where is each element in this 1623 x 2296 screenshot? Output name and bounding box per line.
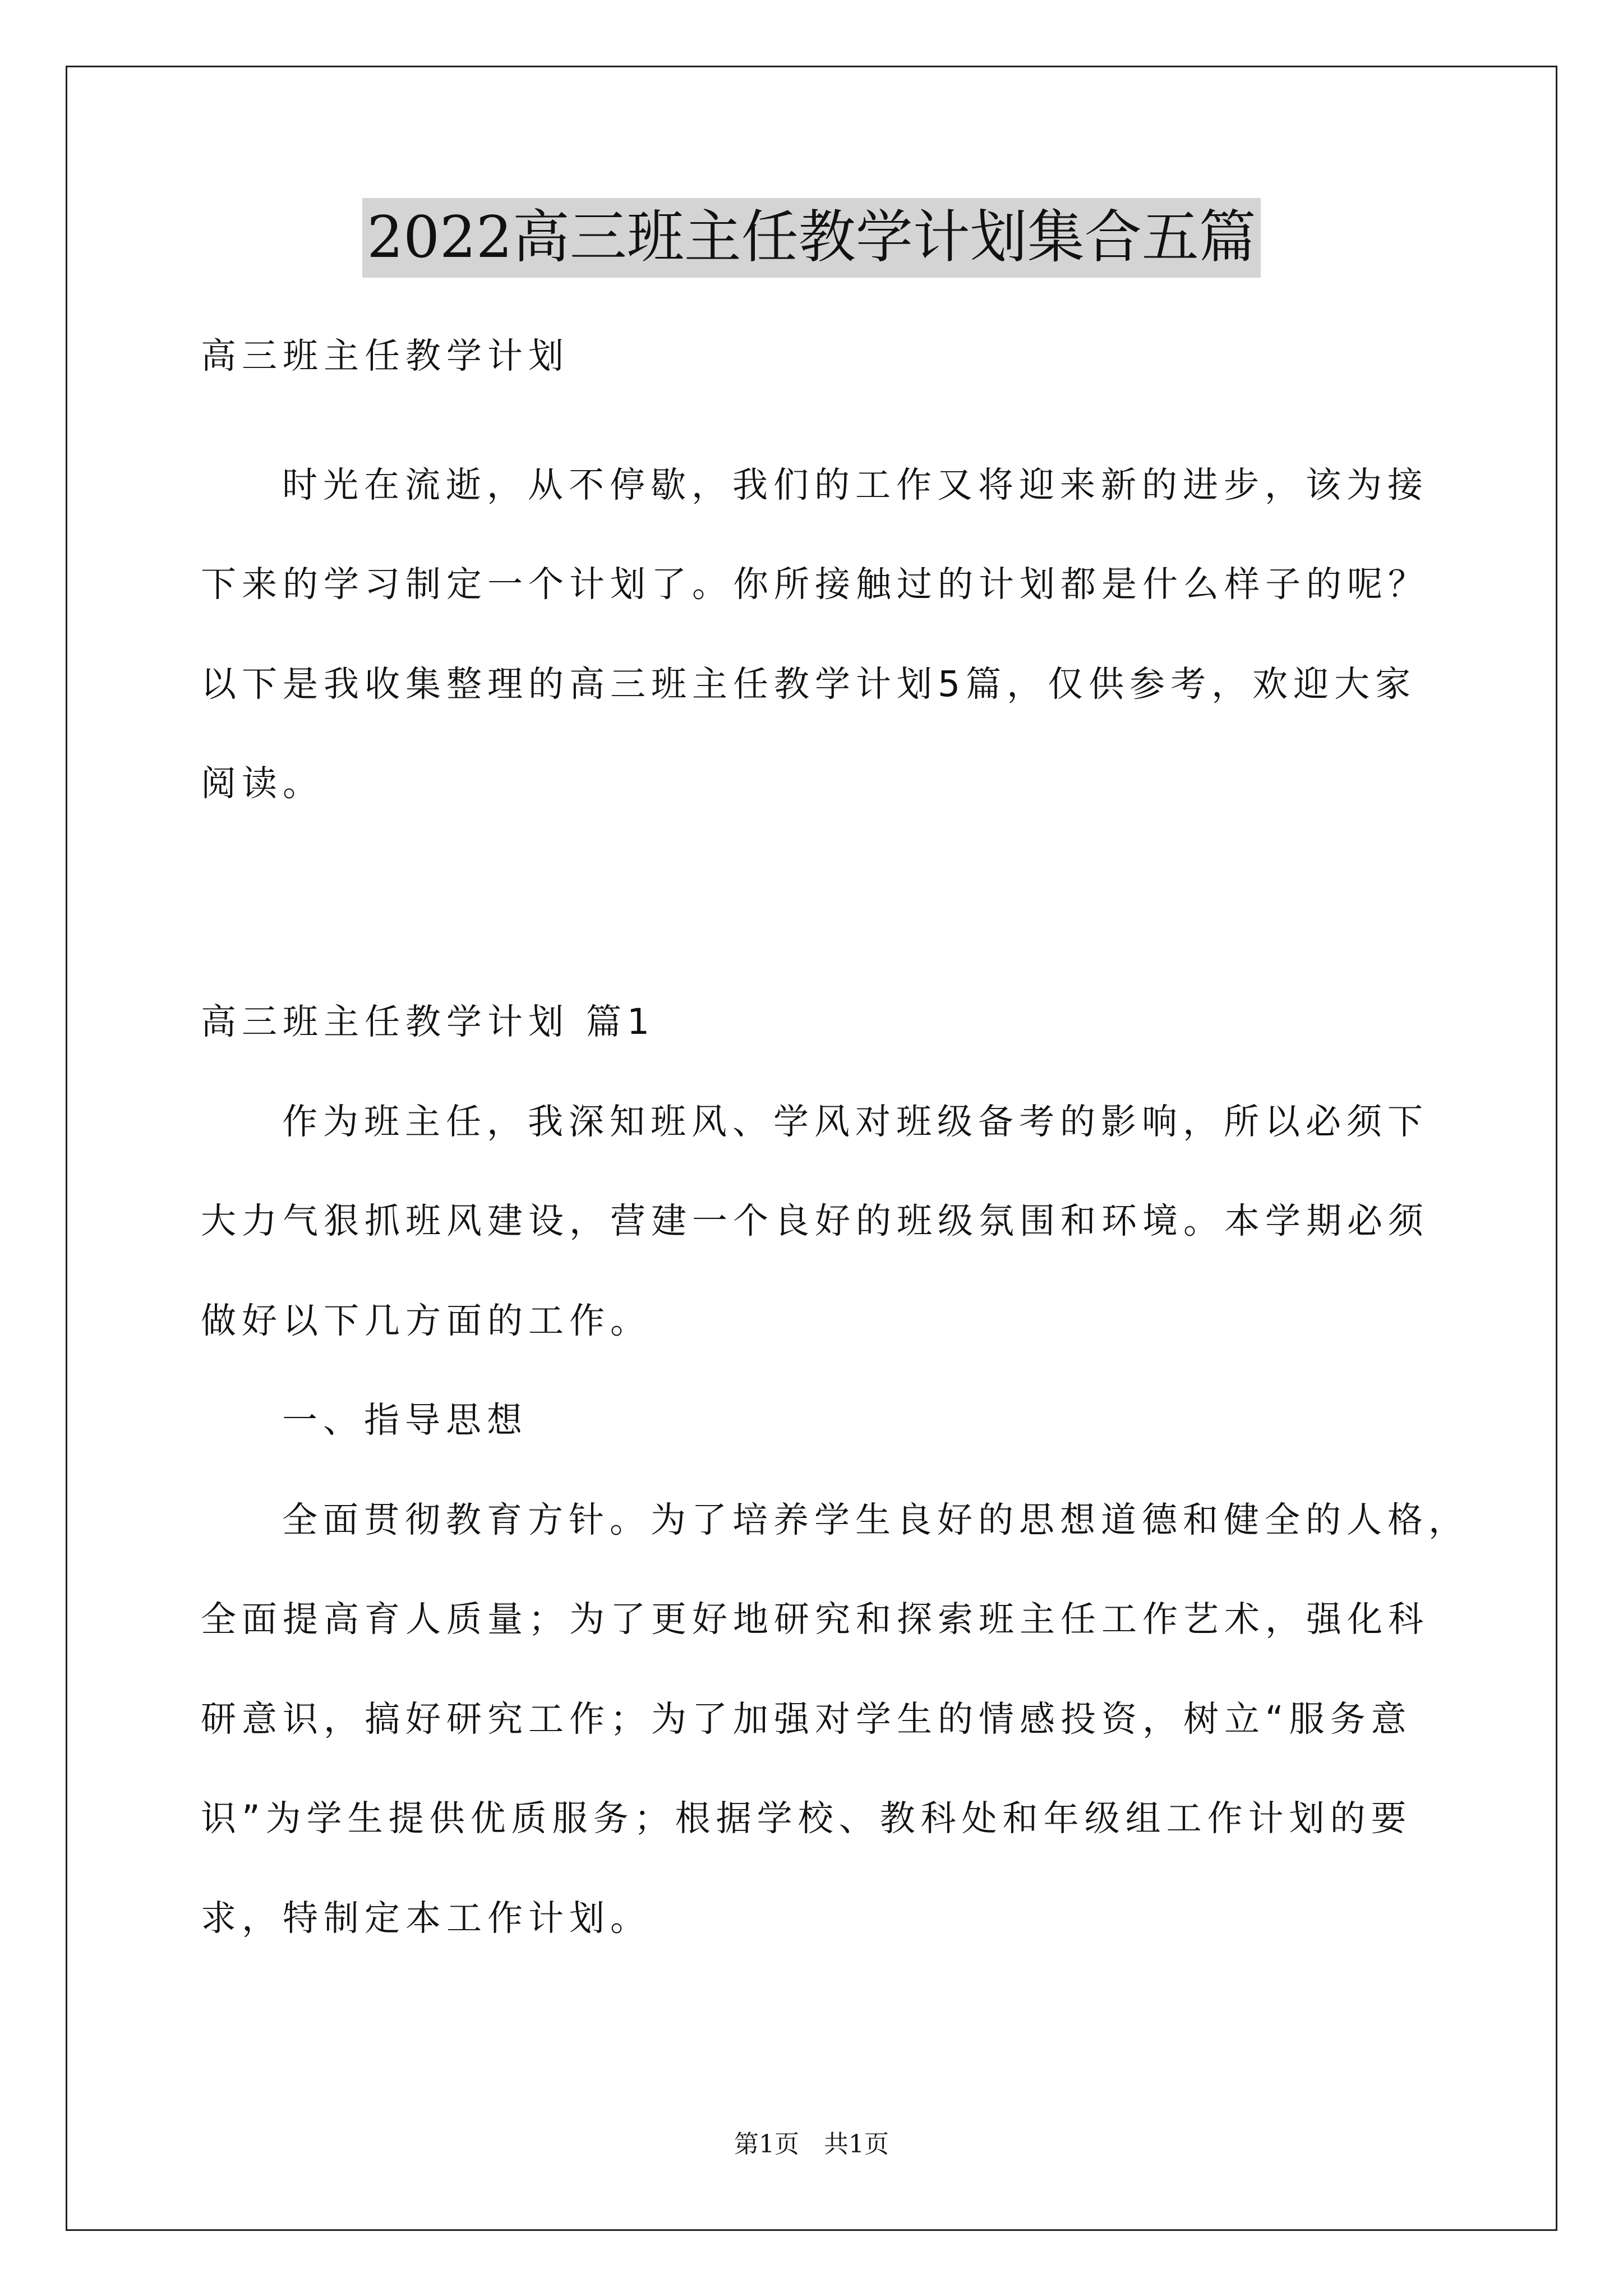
section-heading: 高三班主任教学计划 bbox=[201, 335, 569, 376]
body-paragraph-line: 全面提高育人质量；为了更好地研究和探索班主任工作艺术，强化科 bbox=[201, 1599, 1429, 1640]
intro-paragraph-line: 下来的学习制定一个计划了。你所接触过的计划都是什么样子的呢？ bbox=[201, 564, 1429, 605]
document-title: 2022高三班主任教学计划集合五篇 bbox=[362, 198, 1261, 278]
body-paragraph-line: 大力气狠抓班风建设，营建一个良好的班级氛围和环境。本学期必须 bbox=[201, 1200, 1429, 1241]
intro-paragraph-line: 阅读。 bbox=[201, 763, 324, 804]
body-paragraph-line: 全面贯彻教育方针。为了培养学生良好的思想道德和健全的人格， bbox=[282, 1499, 1469, 1540]
body-paragraph-line: 研意识，搞好研究工作；为了加强对学生的情感投资，树立“服务意 bbox=[201, 1699, 1412, 1740]
body-paragraph-line: 识”为学生提供优质服务；根据学校、教科处和年级组工作计划的要 bbox=[201, 1798, 1412, 1839]
title-container bbox=[0, 198, 1623, 278]
body-paragraph-line: 求，特制定本工作计划。 bbox=[201, 1898, 651, 1939]
page-footer: 第1页 共1页 bbox=[734, 2130, 889, 2159]
section-heading: 高三班主任教学计划 篇1 bbox=[201, 1001, 656, 1042]
body-paragraph-line: 做好以下几方面的工作。 bbox=[201, 1300, 651, 1341]
body-paragraph-line: 作为班主任，我深知班风、学风对班级备考的影响，所以必须下 bbox=[282, 1101, 1428, 1142]
intro-paragraph-line: 时光在流逝，从不停歇，我们的工作又将迎来新的进步，该为接 bbox=[282, 464, 1428, 505]
intro-paragraph-line: 以下是我收集整理的高三班主任教学计划5篇，仅供参考，欢迎大家 bbox=[201, 664, 1417, 705]
subheading: 一、指导思想 bbox=[282, 1400, 528, 1441]
